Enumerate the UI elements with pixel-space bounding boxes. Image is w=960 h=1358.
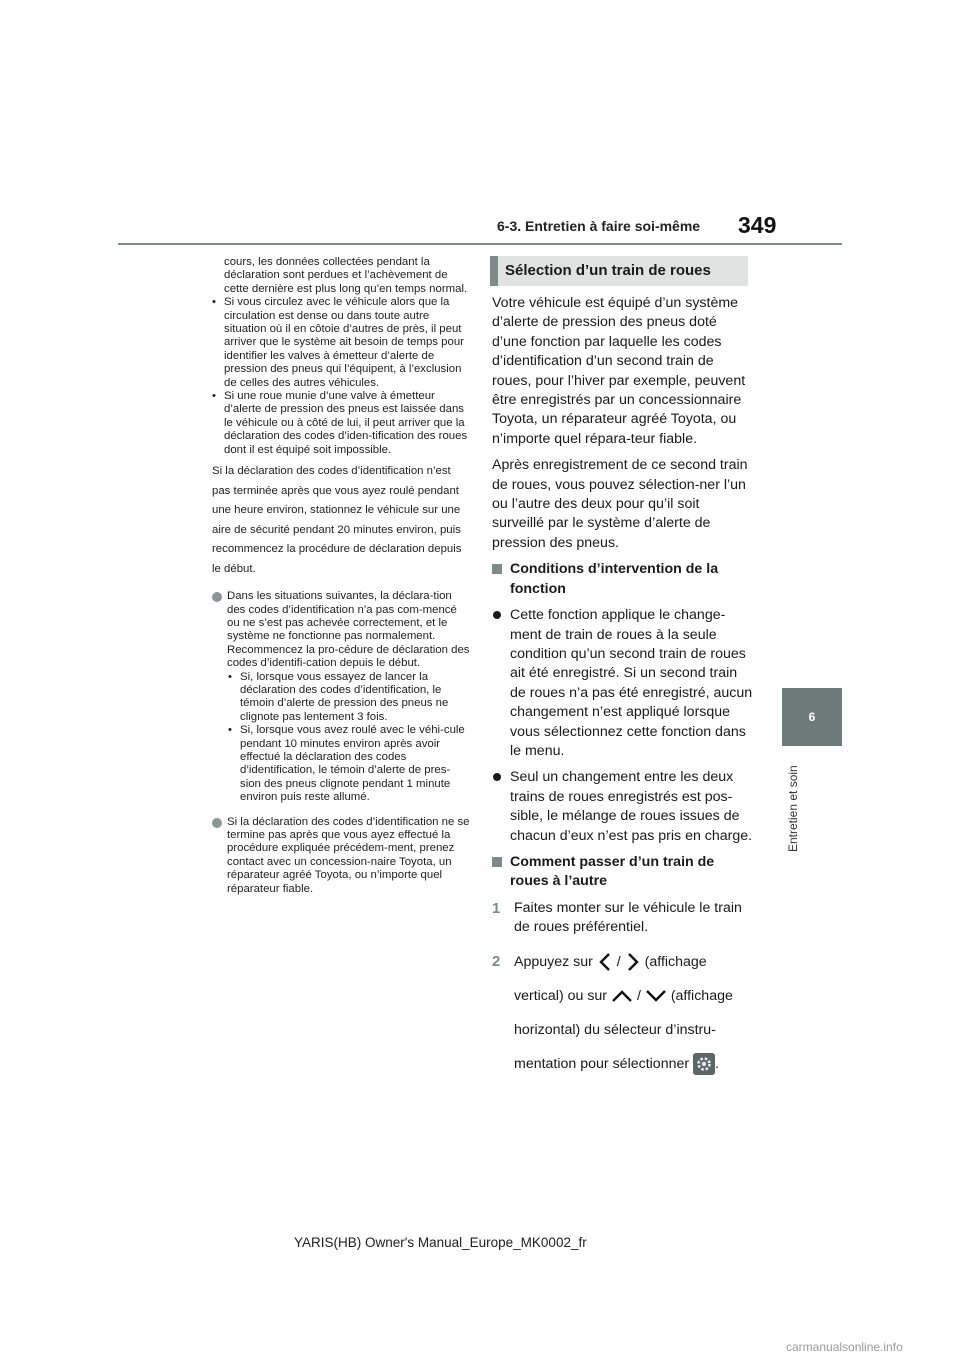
note-1: Dans les situations suivantes, la déclara-tion des codes d’identification n’a pas com-mencé ou ne s’est pas achevée correctement, et le système ne fonctionne pas normalement. Recommencez la pro-cédure de déclaration des codes d’identifi-cation depuis le début. xyxy=(212,590,470,670)
watermark: carmanualsonline.info xyxy=(786,1340,903,1354)
right-para-2: Après enregistrement de ce second train de roues, vous pouvez sélection-ner l’un ou l’autre des deux pour qu’il soit surveillé par le système d’alerte de pression des pneus. xyxy=(492,457,748,551)
left-bullet-1: • Si vous circulez avec le véhicule alors que la circulation est dense ou dans toute autre situation où il en côtoie d’autres de près, il peut arriver que le système ait besoin de temps pour identifier les valves à émetteur d’alerte de pression des pneus qui l’équipent, à l’exclusion de celles des autres véhicules. xyxy=(212,296,464,389)
header-rule xyxy=(118,243,842,245)
heading-accent-bar xyxy=(490,256,498,286)
page-number: 349 xyxy=(738,212,777,238)
note-dot-icon xyxy=(212,818,222,828)
right-column xyxy=(492,294,754,1088)
left-column xyxy=(212,256,470,896)
left-bullet-2: • Si une roue munie d’une valve à émetteur d’alerte de pression des pneus est laissée dans le véhicule ou à côté de lui, il peut arriver que la déclaration des codes d’iden-tification des roues dont il est équipé soit impossible. xyxy=(212,390,468,456)
section-heading-text: Sélection d’un train de roues xyxy=(505,262,711,279)
square-bullet-icon xyxy=(492,564,502,574)
sub-heading-conditions: Conditions d’intervention de la fonction xyxy=(492,560,754,599)
chevron-left-icon xyxy=(597,952,613,972)
right-bullet-2: Seul un changement entre les deux trains de roues enregistrés est pos-sible, le mélange de roues issues de chacun d’eux n’est pas pris en charge. xyxy=(492,768,754,846)
sub-heading-switch: Comment passer d’un train de roues à l’autre xyxy=(492,853,754,892)
section-title: 6-3. Entretien à faire soi-même xyxy=(497,218,701,234)
note-dot-icon xyxy=(212,592,222,602)
note-2: Si la déclaration des codes d’identification ne se termine pas après que vous ayez effectué la procédure expliquée précédem-ment, prenez contact avec un concession-naire Toyota, un réparateur agréé Toyota, ou n’importe quel réparateur fiable. xyxy=(212,816,470,896)
footer-manual-id: YARIS(HB) Owner's Manual_Europe_MK0002_fr xyxy=(294,1235,587,1250)
right-para-1: Votre véhicule est équipé d’un système d’alerte de pression des pneus doté d’une fonction par laquelle les codes d’identification d’un second train de roues, pour l’hiver par exemple, peuvent être enregistrés par un concessionnaire Toyota, un réparateur agréé Toyota, ou n’importe quel répara-teur fiable. xyxy=(492,295,746,447)
bullet-dot-icon xyxy=(493,611,501,619)
bullet-dot-icon xyxy=(493,773,501,781)
chapter-tab: 6 xyxy=(782,688,842,746)
chapter-label-text: Entretien et soin xyxy=(786,765,800,852)
right-bullet-1: Cette fonction applique le change-ment de train de roues à la seule condition qu’un second train de roues ait été enregistré. Si un second train de roues n’a pas été enregistré, aucun changement n’est appliqué lorsque vous sélectionnez cette fonction dans le menu. xyxy=(492,606,754,761)
chapter-side-label xyxy=(780,760,810,860)
note-1-sub-1: • Si, lorsque vous essayez de lancer la déclaration des codes d’identification, le témoin d’alerte de pression des pneus ne clignote pas lentement 3 fois. xyxy=(228,670,449,723)
settings-gear-icon xyxy=(693,1053,715,1075)
square-bullet-icon xyxy=(492,857,502,867)
step-1: 1 Faites monter sur le véhicule le train de roues préférentiel. xyxy=(492,899,742,936)
continuation-text: cours, les données collectées pendant la déclaration sont perdues et l’achèvement de cette dernière est plus long qu’en temps normal. xyxy=(224,256,468,295)
note-1-sub-2: • Si, lorsque vous avez roulé avec le véhi-cule pendant 10 minutes environ après avoir effectué la déclaration des codes d’identification, le témoin d’alerte de pres-sion des pneus clignote pendant 1 minute environ puis reste allumé. xyxy=(228,724,465,804)
left-plain-paragraph: Si la déclaration des codes d’identification n’est pas terminée après que vous ayez roulé pendant une heure environ, stationnez le véhicule sur une aire de sécurité pendant 20 minutes environ, puis recommencez la procédure de déclaration depuis le début. xyxy=(212,465,462,575)
chevron-down-icon xyxy=(645,989,667,1003)
step-2: 2 Appuyez sur / (affichage vertical) ou sur / (affichage horizontal) du sélecteur d’instru-mentation pour sélectionner . xyxy=(492,945,754,1081)
chevron-up-icon xyxy=(611,989,633,1003)
chevron-right-icon xyxy=(625,952,641,972)
section-heading xyxy=(490,256,748,286)
